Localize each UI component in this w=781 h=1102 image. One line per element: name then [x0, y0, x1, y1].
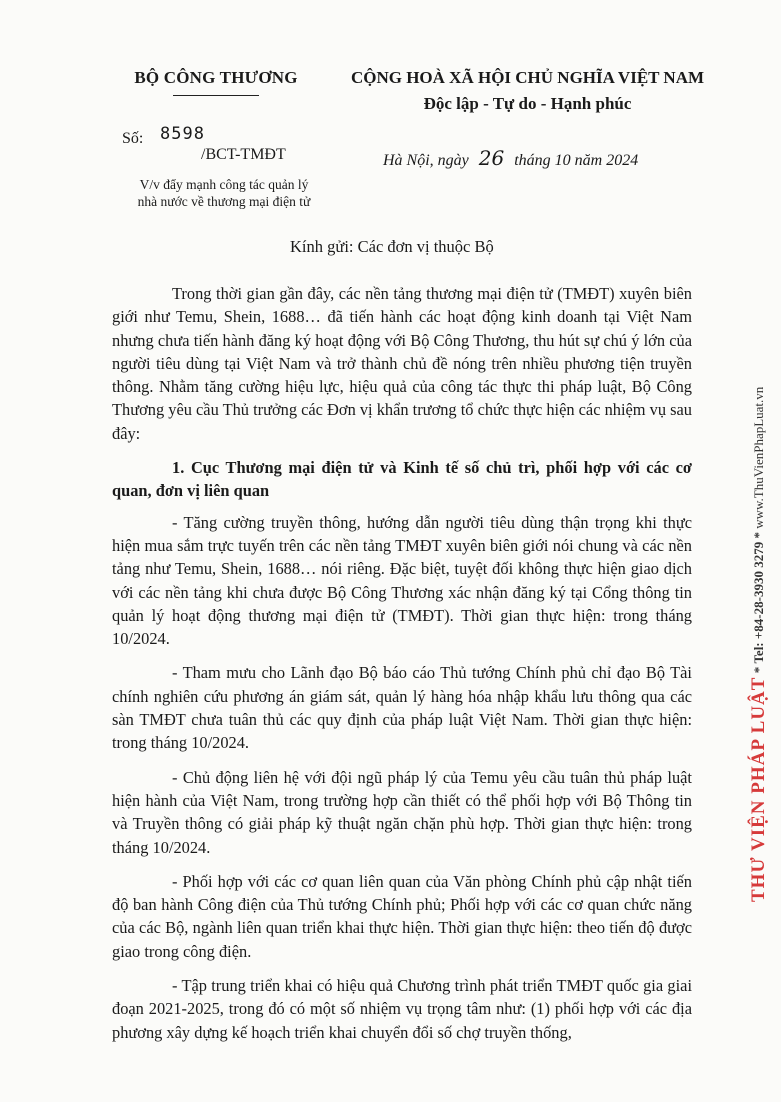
task-paragraph: - Tăng cường truyền thông, hướng dẫn người tiêu dùng thận trọng khi thực hiện mua sắm trực tuyến trên các nền tảng TMĐT xuyên biên giới nói chung và các nền tảng như Temu, Shein, 1688… nói riêng. Đặc biệt, tuyệt đối không thực hiện giao dịch với các nền tảng khi chưa được Bộ Công Thương xác nhận đăng ký tại Cổng thông tin quản lý hoạt động thương mại điện tử (TMĐT). Thời gian thực hiện: trong tháng 10/2024.	[112, 512, 692, 649]
issue-date	[383, 146, 638, 170]
watermark-tel: Tel: +84-28-3930 3279	[751, 541, 766, 664]
date-prefix: Hà Nội, ngày	[383, 152, 469, 169]
task-paragraph: - Phối hợp với các cơ quan liên quan của Văn phòng Chính phủ cập nhật tiến độ ban hành Công điện của Thủ tướng Chính phủ; Phối hợp với các cơ quan chức năng của các Bộ, ngành liên quan triển khai thực hiện. Thời gian thực hiện: theo tiến độ được giao trong công điện.	[112, 871, 692, 961]
document-code: /BCT-TMĐT	[201, 146, 286, 163]
document-subject	[104, 176, 344, 210]
side-watermark	[748, 212, 778, 902]
agency-underline	[173, 95, 259, 96]
intro-paragraph: Trong thời gian gần đây, các nền tảng thương mại điện tử (TMĐT) xuyên biên giới như Temu, Shein, 1688… đã tiến hành các hoạt động kinh doanh tại Việt Nam nhưng chưa tiến hành đăng ký hoạt động với Bộ Công Thương, thu hút sự chú ý lớn của người tiêu dùng tại Việt Nam và trở thành chủ đề nóng trên nhiều phương tiện truyền thông. Nhằm tăng cường hiệu lực, hiệu quả của công tác thực thi pháp luật, Bộ Công Thương yêu cầu Thủ trưởng các Đơn vị khẩn trương tổ chức thực hiện các nhiệm vụ sau đây:	[112, 284, 692, 443]
date-day-handwritten: 26	[478, 146, 505, 170]
national-motto: Độc lập - Tự do - Hạnh phúc	[423, 94, 632, 113]
subject-line-2: nhà nước về thương mại điện tử	[137, 194, 311, 209]
watermark-separator: *	[751, 528, 766, 542]
recipient-line: Kính gửi: Các đơn vị thuộc Bộ	[290, 237, 494, 256]
issuing-agency-block	[96, 68, 336, 96]
document-number-label: Số:	[122, 130, 144, 147]
watermark-url: www.ThuVienPhapLuat.vn	[751, 386, 766, 529]
section-heading-1: 1. Cục Thương mại điện tử và Kinh tế số chủ trì, phối hợp với các cơ quan, đơn vị liên quan	[112, 458, 692, 501]
document-body	[112, 282, 692, 1055]
subject-line-1: V/v đẩy mạnh công tác quản lý	[139, 177, 309, 192]
national-title: CỘNG HOÀ XÃ HỘI CHỦ NGHĨA VIỆT NAM	[350, 68, 705, 87]
task-paragraph: - Tập trung triển khai có hiệu quả Chương trình phát triển TMĐT quốc gia giai đoạn 2021-2025, trong đó có một số nhiệm vụ trọng tâm như: (1) phối hợp với các địa phương xây dựng kế hoạch triển khai chuyển đổi số chợ truyền thống,	[112, 976, 692, 1042]
watermark-separator: *	[751, 663, 766, 677]
watermark-brand: THƯ VIỆN PHÁP LUẬT	[748, 676, 769, 902]
document-number-handwritten: 8598	[160, 124, 205, 144]
task-paragraph: - Chủ động liên hệ với đội ngũ pháp lý của Temu yêu cầu tuân thủ pháp luật hiện hành của Việt Nam, trong trường hợp cần thiết có thể phối hợp với Bộ Thông tin và Truyền thông có giải pháp kỹ thuật ngăn chặn phù hợp. Thời gian thực hiện: trong tháng 10/2024.	[112, 767, 692, 857]
national-header-block	[330, 68, 725, 114]
date-suffix: tháng 10 năm 2024	[514, 152, 639, 169]
issuing-agency-name: BỘ CÔNG THƯƠNG	[134, 68, 298, 87]
task-paragraph: - Tham mưu cho Lãnh đạo Bộ báo cáo Thủ tướng Chính phủ chỉ đạo Bộ Tài chính nghiên cứu phương án giám sát, quản lý hàng hóa nhập khẩu lưu thông qua các sàn TMĐT chưa tuân thủ các quy định của pháp luật Việt Nam. Thời gian thực hiện: trong tháng 10/2024.	[112, 663, 692, 753]
